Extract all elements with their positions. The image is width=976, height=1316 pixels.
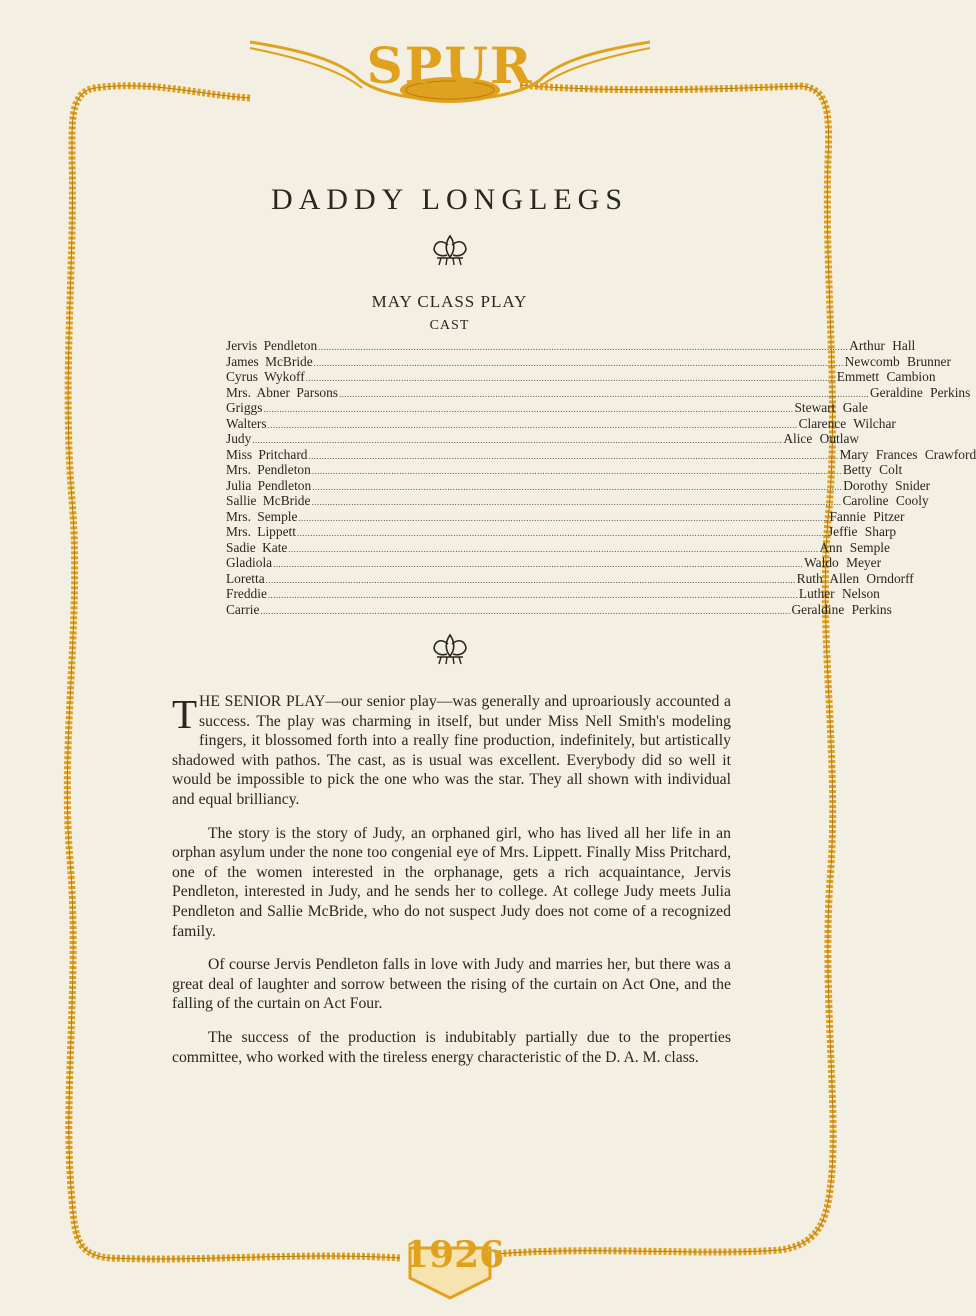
cast-row [226,353,951,370]
cast-row [226,384,971,401]
cast-row [226,493,929,509]
lotus-ornament-icon [431,233,469,267]
cast-row [226,477,931,494]
page-title: DADDY LONGLEGS [270,183,629,216]
article-paragraph: The success of the production is indubitably partially due to the properties committee, who worked with the tireless energy characteristic of the D. A. M. class. [172,1028,731,1066]
article-paragraph: The story is the story of Judy, an orphaned girl, who has lived all her life in an orphan asylum under the none too congenial eye of Mrs. Lippett. Finally Miss Pritchard, one of the women interested in the orphanage, gets a rich acquaintance, Jervis Pendleton, interested in Judy, and he sends her to college. At college Judy meets Julia Pendleton and Sallie McBride, who do not suspect Judy does not come of a recognized family. [172,824,731,940]
cast-role: Sallie McBride [226,493,311,508]
cast-actor: Alice Outlaw [783,431,860,446]
cast-label: CAST [429,318,470,333]
masthead-logo: SPUR [366,36,534,95]
cast-actor: Waldo Meyer [804,555,882,570]
cast-row [226,369,936,385]
cast-actor: Ann Semple [819,539,890,555]
cast-role: Cyrus Wykoff [226,369,305,384]
leader-dots: ........................................................................................................................................................................................................ [296,528,827,538]
cast-role: Judy [226,431,252,446]
cast-actor: Arthur Hall [849,338,916,353]
leader-dots: ........................................................................................................................................................................................................ [260,605,791,616]
cast-actor: Jeffie Sharp [827,524,897,539]
leader-dots: ........................................................................................................................................................................................................ [312,481,843,492]
leader-dots: ........................................................................................................................................................................................................ [308,450,839,461]
cast-actor: Ruth Allen Orndorff [796,570,914,586]
cast-role: Mrs. Pendleton [226,462,311,477]
drop-cap: T [172,691,198,737]
cast-row [226,586,880,602]
cast-actor: Fannie Pitzer [829,508,905,524]
lotus-ornament-icon [431,632,469,666]
cast-row [226,508,905,525]
leader-dots: ........................................................................................................................................................................................................ [252,435,783,445]
cast-row [226,555,882,571]
cast-role: Loretta [226,570,265,586]
article-paragraph: THE SENIOR PLAY—our senior play—was generally and uproariously accounted a success. The play was charming in itself, but under Miss Nell Smith's modeling fingers, it blossomed forth into a really fine production, indefinitely, but artistically shadowed with pathos. The cast, as is usual was excellent. Everybody did so well it would be impossible to pick the one who was the star. They all shown with individual and equal brilliancy. [172,691,731,808]
cast-row [226,400,868,416]
cast-role: Jervis Pendleton [226,338,318,353]
cast-actor: Geraldine Perkins [870,384,971,400]
cast-actor: Clarence Wilchar [798,415,896,431]
cast-actor: Stewart Gale [794,400,868,415]
cast-list [226,338,976,617]
cast-role: Sadie Kate [226,539,288,555]
leader-dots: ........................................................................................................................................................................................................ [265,574,796,585]
cast-row [226,415,896,432]
cast-row [226,446,976,463]
cast-actor: Newcomb Brunner [844,353,951,369]
cast-actor: Betty Colt [842,462,903,477]
article-paragraph: Of course Jervis Pendleton falls in love with Judy and marries her, but there was a great deal of laughter and sorrow between the rising of the curtain on Act One, and the falling of the curtain on Act Four. [172,956,731,1013]
cast-actor: Luther Nelson [798,586,880,601]
leader-dots: ........................................................................................................................................................................................................ [267,590,798,600]
leader-dots: ........................................................................................................................................................................................................ [298,512,829,523]
leader-dots: ........................................................................................................................................................................................................ [267,419,798,430]
year-badge: 1926 [404,1234,505,1276]
cast-row [226,462,903,478]
subtitle: MAY CLASS PLAY [371,292,528,311]
leader-dots: ........................................................................................................................................................................................................ [288,543,819,554]
leader-dots: ........................................................................................................................................................................................................ [339,388,870,399]
cast-role: Julia Pendleton [226,477,312,493]
cast-actor: Mary Frances Crawford [839,446,976,462]
cast-row [226,570,914,587]
leader-dots: ........................................................................................................................................................................................................ [273,559,804,569]
cast-role: Mrs. Abner Parsons [226,384,339,400]
leader-dots: ........................................................................................................................................................................................................ [263,404,794,414]
cast-role: Carrie [226,601,260,617]
leader-dots: ........................................................................................................................................................................................................ [318,342,849,352]
cast-role: Griggs [226,400,263,415]
article-body [172,692,731,1081]
cast-row [226,524,897,540]
leader-dots: ........................................................................................................................................................................................................ [305,373,836,383]
cast-role: Mrs. Lippett [226,524,296,539]
cast-row [226,338,916,354]
cast-row [226,539,890,556]
leader-dots: ........................................................................................................................................................................................................ [313,357,844,368]
leader-dots: ........................................................................................................................................................................................................ [311,497,842,507]
cast-role: Walters [226,415,267,431]
cast-row [226,601,892,618]
leader-dots: ........................................................................................................................................................................................................ [311,466,842,476]
cast-actor: Emmett Cambion [836,369,936,384]
cast-actor: Dorothy Snider [843,477,931,493]
cast-actor: Caroline Cooly [842,493,929,508]
cast-row [226,431,860,447]
cast-role: Freddie [226,586,267,601]
cast-actor: Geraldine Perkins [791,601,892,617]
cast-role: James McBride [226,353,313,369]
cast-role: Gladiola [226,555,273,570]
cast-role: Mrs. Semple [226,508,298,524]
cast-role: Miss Pritchard [226,446,308,462]
